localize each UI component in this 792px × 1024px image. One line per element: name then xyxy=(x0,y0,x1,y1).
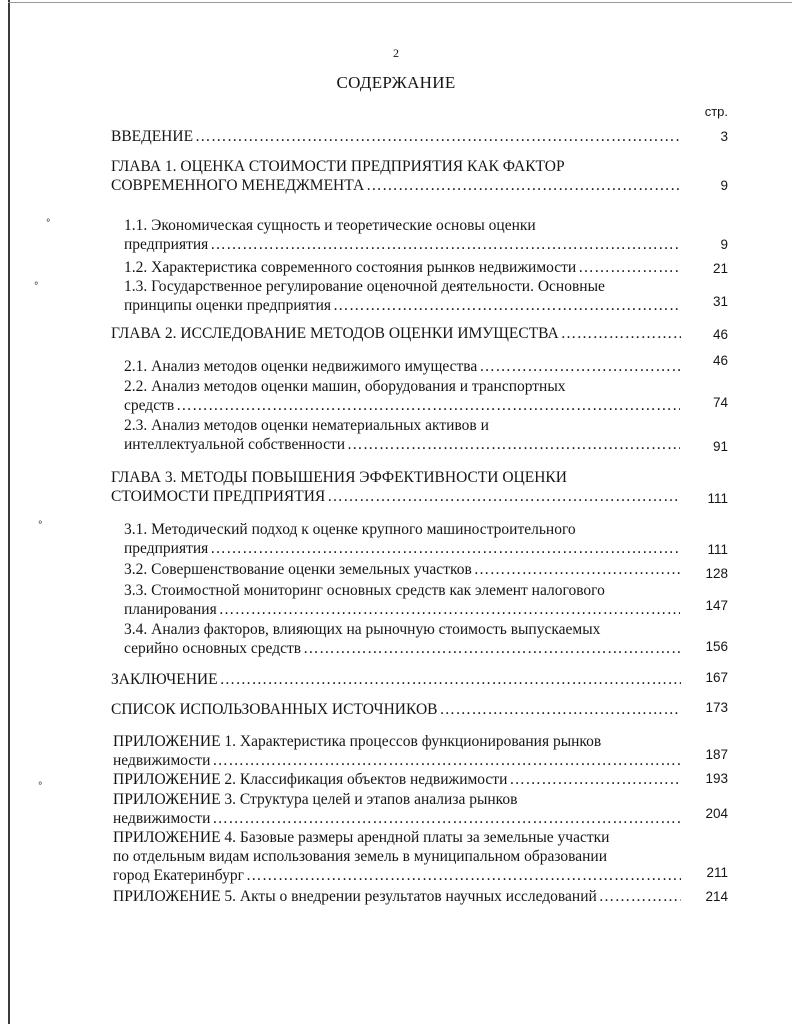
leader-dots xyxy=(578,258,680,277)
toc-entry-section-2-2[interactable] xyxy=(124,377,682,415)
toc-entry-text: ПРИЛОЖЕНИЕ 4. Базовые размеры арендной платы за земельные участки xyxy=(113,829,610,846)
toc-entry-text: интеллектуальной собственности xyxy=(124,436,346,453)
toc-entry-conclusion[interactable] xyxy=(111,670,683,689)
toc-entry-text: предприятия xyxy=(124,236,209,253)
toc-page-number: 193 xyxy=(705,771,728,786)
leader-dots xyxy=(479,357,680,376)
toc-page-number: 173 xyxy=(705,700,728,715)
toc-entry-text: 2.1. Анализ методов оценки недвижимого имущества xyxy=(124,358,478,375)
toc-page-number: 3 xyxy=(720,129,728,144)
toc-page-number: 167 xyxy=(705,670,728,685)
toc-entry-appendix-2[interactable] xyxy=(113,770,683,789)
toc-entry-text: ПРИЛОЖЕНИЕ 2. Классификация объектов недвижимости xyxy=(113,771,508,788)
toc-entry-section-2-3[interactable] xyxy=(124,416,682,454)
toc-entry-text: ВВЕДЕНИЕ xyxy=(111,128,194,145)
leader-dots xyxy=(333,296,680,315)
toc-entry-section-3-1[interactable] xyxy=(124,520,682,558)
toc-entry-text: ПРИЛОЖЕНИЕ 1. Характеристика процессов функционирования рынков xyxy=(113,733,602,750)
toc-entry-section-3-3[interactable] xyxy=(124,581,682,619)
toc-entry-text: серийно основных средств xyxy=(124,640,302,657)
toc-page-number: 9 xyxy=(720,178,728,193)
toc-page-number: 74 xyxy=(712,395,728,410)
toc-entry-text: город Екатеринбург xyxy=(113,867,244,884)
toc-entry-appendix-4[interactable] xyxy=(113,828,683,885)
toc-entry-text: планирования xyxy=(124,601,217,618)
page-number: 2 xyxy=(393,46,399,60)
toc-entry-text: 1.3. Государственное регулирование оценочной деятельности. Основные xyxy=(124,278,605,295)
toc-page-number: 91 xyxy=(712,439,728,454)
toc-page-number: 21 xyxy=(712,261,728,276)
toc-page-number: 9 xyxy=(720,237,728,252)
toc-entry-text: по отдельным видам использования земель в муниципальном образовании xyxy=(113,848,608,865)
toc-page-number: 31 xyxy=(712,294,728,309)
toc-entry-introduction[interactable] xyxy=(111,127,683,146)
page-column-header: стр. xyxy=(704,104,728,119)
toc-page-number: 187 xyxy=(705,747,728,762)
toc-entry-text: СОВРЕМЕННОГО МЕНЕДЖМЕНТА xyxy=(111,177,365,194)
toc-entry-text: недвижимости xyxy=(113,752,211,769)
hole-punch-mark-icon: ᐤ xyxy=(38,518,43,531)
leader-dots xyxy=(303,639,680,658)
leader-dots xyxy=(474,560,680,579)
leader-dots xyxy=(327,487,681,506)
toc-page-number: 46 xyxy=(712,327,728,342)
toc-entry-text: ГЛАВА 3. МЕТОДЫ ПОВЫШЕНИЯ ЭФФЕКТИВНОСТИ ОЦЕНКИ xyxy=(111,469,567,486)
leader-dots xyxy=(176,396,680,415)
toc-entry-appendix-1[interactable] xyxy=(113,732,683,770)
leader-dots xyxy=(212,751,681,770)
toc-entry-chapter-2[interactable] xyxy=(111,324,683,343)
toc-page-number: 128 xyxy=(705,566,728,581)
leader-dots xyxy=(219,600,680,619)
toc-entry-text: ГЛАВА 1. ОЦЕНКА СТОИМОСТИ ПРЕДПРИЯТИЯ КАК ФАКТОР xyxy=(111,158,565,175)
toc-entry-chapter-3[interactable] xyxy=(111,468,683,506)
leader-dots xyxy=(509,770,681,789)
scan-border-top xyxy=(8,2,792,3)
toc-page-number: 156 xyxy=(705,639,728,654)
toc-entry-section-2-1[interactable] xyxy=(124,357,682,376)
hole-punch-mark-icon: ᐤ xyxy=(38,779,43,792)
leader-dots xyxy=(210,235,680,254)
toc-entry-text: ГЛАВА 2. ИССЛЕДОВАНИЕ МЕТОДОВ ОЦЕНКИ ИМУЩЕСТВА xyxy=(111,325,559,342)
leader-dots xyxy=(246,866,681,885)
toc-entry-appendix-3[interactable] xyxy=(113,790,683,828)
toc-entry-references[interactable] xyxy=(111,700,683,719)
leader-dots xyxy=(366,176,681,195)
toc-entry-text: 3.4. Анализ факторов, влияющих на рыночную стоимость выпускаемых xyxy=(124,621,601,638)
toc-page-number: 46 xyxy=(712,353,728,368)
hole-punch-mark-icon: ᐤ xyxy=(34,279,39,292)
toc-page-number: 111 xyxy=(707,491,728,506)
toc-entry-section-3-2[interactable] xyxy=(124,560,682,579)
toc-page-number: 214 xyxy=(705,889,728,904)
leader-dots xyxy=(599,887,681,906)
toc-page-number: 204 xyxy=(705,806,728,821)
toc-entry-text: недвижимости xyxy=(113,810,211,827)
toc-entry-text: СПИСОК ИСПОЛЬЗОВАННЫХ ИСТОЧНИКОВ xyxy=(111,701,438,718)
toc-page-number: 211 xyxy=(706,865,728,880)
leader-dots xyxy=(210,539,680,558)
toc-entry-text: предприятия xyxy=(124,540,209,557)
toc-entry-section-1-2[interactable] xyxy=(124,258,682,277)
toc-entry-text: 1.2. Характеристика современного состояния рынков недвижимости xyxy=(124,259,577,276)
toc-entry-text: средств xyxy=(124,397,175,414)
toc-entry-text: ПРИЛОЖЕНИЕ 5. Акты о внедрении результатов научных исследований xyxy=(113,888,597,905)
toc-entry-appendix-5[interactable] xyxy=(113,887,683,906)
toc-entry-text: 3.2. Совершенствование оценки земельных участков xyxy=(124,561,472,578)
scan-border-left xyxy=(8,0,10,1024)
toc-entry-text: 2.3. Анализ методов оценки нематериальных активов и xyxy=(124,417,489,434)
toc-entry-section-1-1[interactable] xyxy=(124,216,682,254)
leader-dots xyxy=(220,670,681,689)
toc-entry-chapter-1[interactable] xyxy=(111,157,683,195)
leader-dots xyxy=(212,809,681,828)
toc-entry-text: 2.2. Анализ методов оценки машин, оборудования и транспортных xyxy=(124,378,566,395)
hole-punch-mark-icon: ᐤ xyxy=(46,216,51,229)
leader-dots xyxy=(439,700,681,719)
leader-dots xyxy=(561,324,681,343)
toc-entry-text: ЗАКЛЮЧЕНИЕ xyxy=(111,671,218,688)
toc-entry-section-3-4[interactable] xyxy=(124,620,682,658)
toc-entry-text: 3.1. Методический подход к оценке крупного машиностроительного xyxy=(124,521,576,538)
toc-entry-text: принципы оценки предприятия xyxy=(124,297,332,314)
toc-entry-text: СТОИМОСТИ ПРЕДПРИЯТИЯ xyxy=(111,488,326,505)
toc-page-number: 111 xyxy=(707,542,728,557)
leader-dots xyxy=(195,127,681,146)
toc-entry-text: ПРИЛОЖЕНИЕ 3. Структура целей и этапов анализа рынков xyxy=(113,791,518,808)
toc-page-number: 147 xyxy=(705,598,728,613)
leader-dots xyxy=(347,435,680,454)
toc-entry-section-1-3[interactable] xyxy=(124,277,682,315)
toc-entry-text: 3.3. Стоимостной мониторинг основных средств как элемент налогового xyxy=(124,582,605,599)
page-title: СОДЕРЖАНИЕ xyxy=(336,73,456,92)
toc-entry-text: 1.1. Экономическая сущность и теоретические основы оценки xyxy=(124,217,536,234)
